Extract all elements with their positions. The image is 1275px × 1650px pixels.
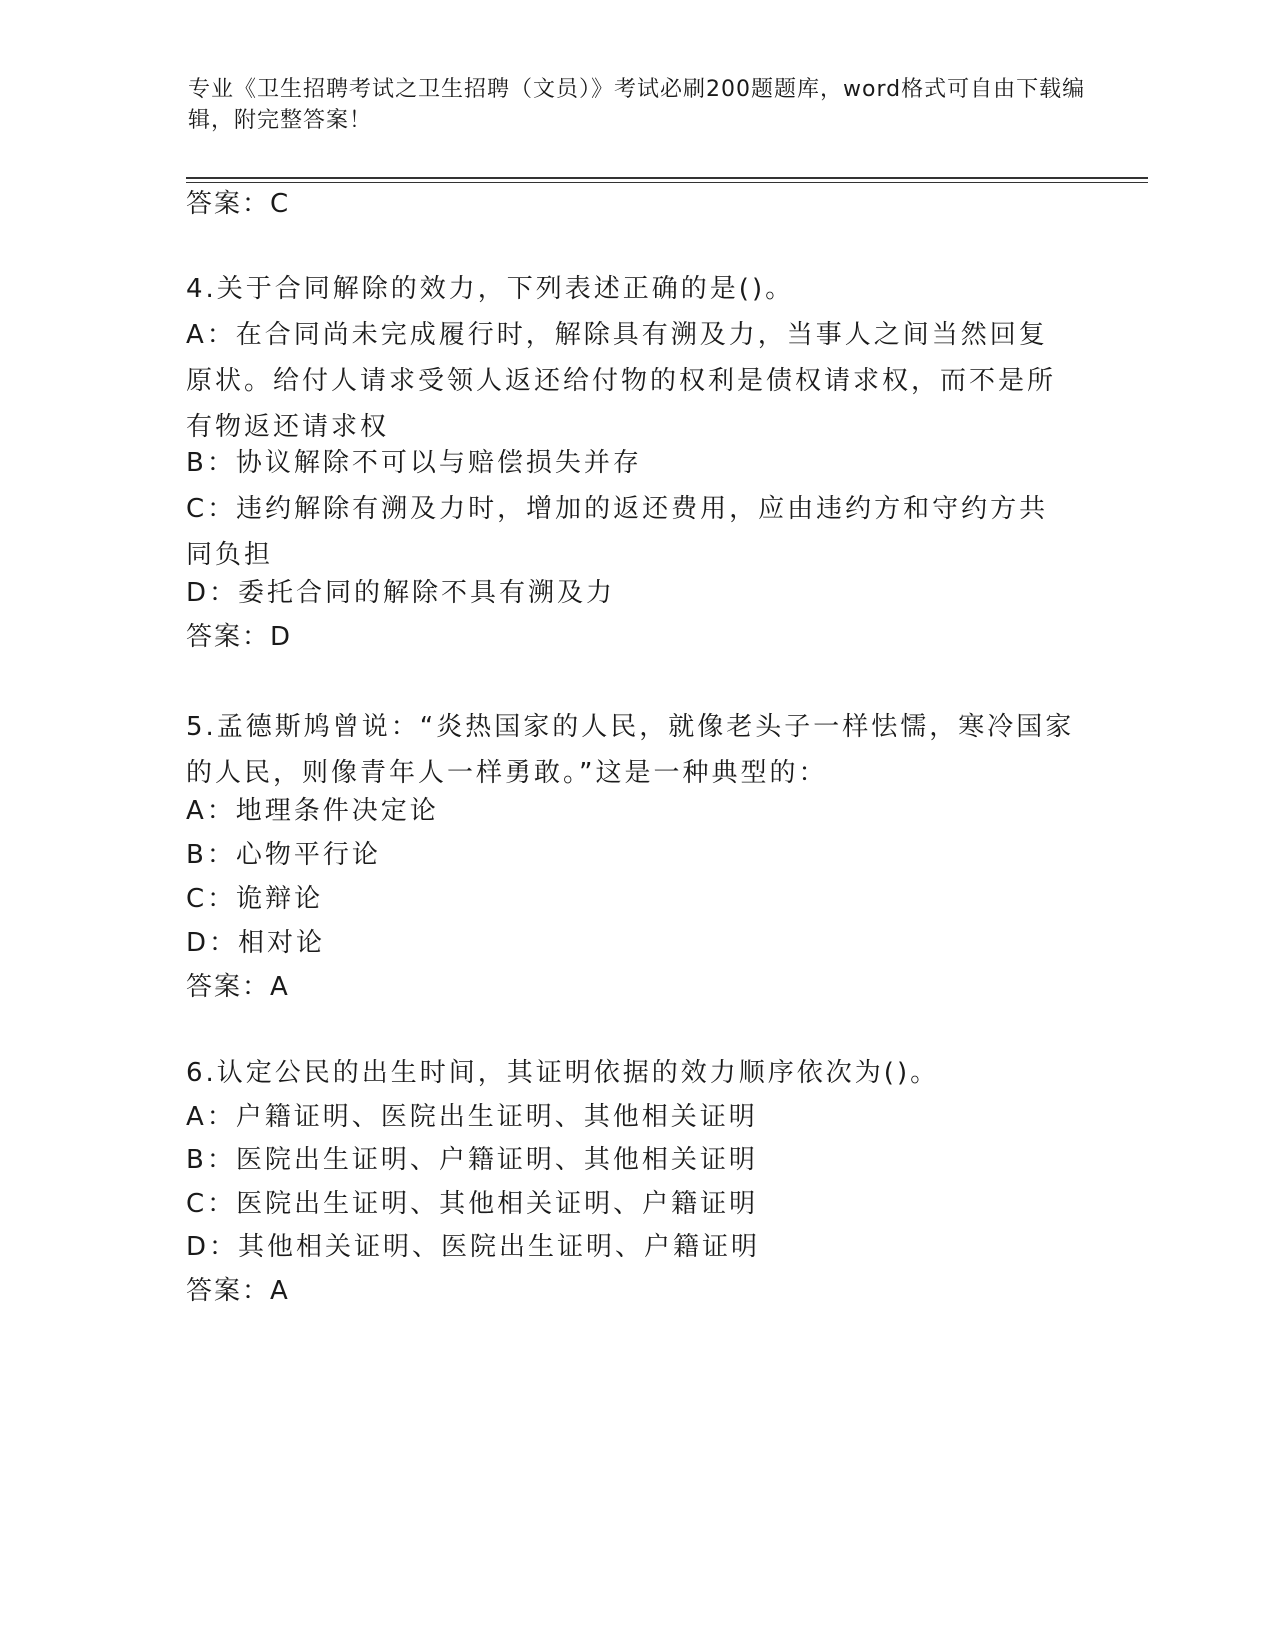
question-6-option-c: C：医院出生证明、其他相关证明、户籍证明 <box>186 1189 759 1219</box>
question-6-option-a: A：户籍证明、医院出生证明、其他相关证明 <box>186 1102 758 1132</box>
question-5-option-c: C：诡辩论 <box>186 884 324 914</box>
question-6-option-b: B：医院出生证明、户籍证明、其他相关证明 <box>186 1145 758 1175</box>
header-rule <box>186 177 1148 179</box>
question-5-option-b: B：心物平行论 <box>186 840 381 870</box>
question-6-answer: 答案：A <box>186 1276 290 1306</box>
question-6-stem: 6.认定公民的出生时间，其证明依据的效力顺序依次为()。 <box>186 1058 940 1088</box>
question-5-option-a: A：地理条件决定论 <box>186 796 439 826</box>
question-5-stem: 5.孟德斯鸠曾说：“炎热国家的人民，就像老头子一样怯懦，寒冷国家的人民，则像青年人一样勇敢。”这是一种典型的： <box>186 712 1075 788</box>
question-4-answer: 答案：D <box>186 622 293 652</box>
header-rule-thin <box>186 182 1148 183</box>
question-4-stem: 4.关于合同解除的效力，下列表述正确的是()。 <box>186 274 795 304</box>
question-6-option-d: D：其他相关证明、医院出生证明、户籍证明 <box>186 1232 761 1262</box>
question-4-option-b: B：协议解除不可以与赔偿损失并存 <box>186 448 642 478</box>
question-4-option-d: D：委托合同的解除不具有溯及力 <box>186 578 616 608</box>
previous-answer: 答案：C <box>186 189 291 219</box>
question-5-answer: 答案：A <box>186 972 290 1002</box>
question-4-option-c: C：违约解除有溯及力时，增加的返还费用，应由违约方和守约方共同负担 <box>186 494 1049 570</box>
question-5-option-d: D：相对论 <box>186 928 326 958</box>
page-header: 专业《卫生招聘考试之卫生招聘（文员）》考试必刷200题题库，word格式可自由下载编辑，附完整答案！ <box>188 77 1086 133</box>
question-4-option-a: A：在合同尚未完成履行时，解除具有溯及力，当事人之间当然回复原状。给付人请求受领人返还给付物的权利是债权请求权，而不是所有物返还请求权 <box>186 320 1057 442</box>
